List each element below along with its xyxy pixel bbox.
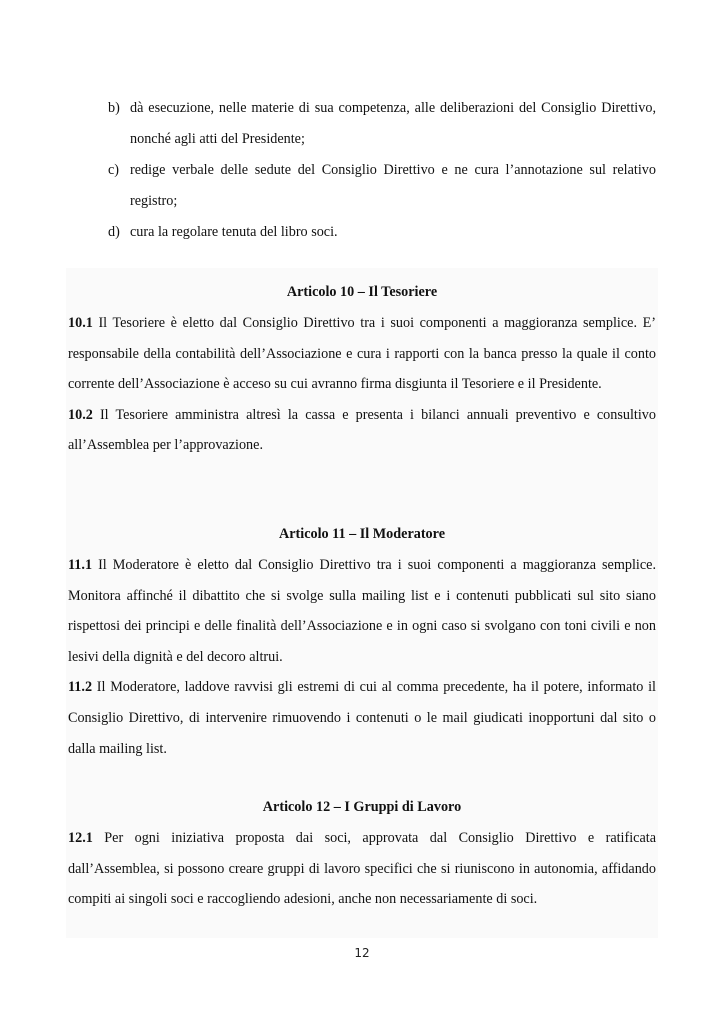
list-item-text: dà esecuzione, nelle materie di sua competenza, alle deliberazioni del Consiglio Direttivo, nonché agli atti del Presidente;: [130, 100, 656, 147]
clause-11-1: [68, 550, 656, 672]
article-heading: Articolo 11 – Il Moderatore: [278, 526, 445, 542]
article-12: [68, 792, 656, 915]
list-marker: c): [108, 162, 120, 178]
list-item: [70, 217, 656, 248]
clause-text: Il Moderatore è eletto dal Consiglio Direttivo tra i suoi componenti a maggioranza semplice. Monitora affinché il dibattito che si svolge sulla mailing list e i contenuti pubblicati sul sito siano rispettosi dei principi e delle finalità dell’Associazione e in ogni caso si svolgano con toni civili e non lesivi della dignità e del decoro altrui.: [68, 557, 656, 665]
list-marker: b): [108, 100, 120, 116]
clause-text: Il Tesoriere amministra altresì la cassa e presenta i bilanci annuali preventivo e consultivo all’Assemblea per l’approvazione.: [68, 406, 656, 454]
clause-number: 12.1: [68, 830, 93, 846]
clause-text: Il Moderatore, laddove ravvisi gli estremi di cui al comma precedente, ha il potere, informato il Consiglio Direttivo, di intervenire rimuovendo i contenuti o le mail giudicati inopportuni dal sito o dalla mailing list.: [68, 679, 656, 757]
clause-number: 10.1: [68, 315, 93, 331]
list-item: [70, 93, 656, 155]
clause-10-2: [68, 400, 656, 461]
page-number: 12: [354, 946, 370, 960]
clause-10-1: [68, 308, 656, 400]
article-heading: Articolo 12 – I Gruppi di Lavoro: [262, 799, 462, 815]
clause-text: Per ogni iniziativa proposta dai soci, approvata dal Consiglio Direttivo e ratificata dall’Assemblea, si possono creare gruppi di lavoro specifici che si riuniscono in autonomia, affidando compiti ai singoli soci e raccogliendo adesioni, anche non necessariamente di soci.: [68, 830, 656, 908]
clause-11-2: [68, 672, 656, 764]
clause-number: 10.2: [68, 406, 93, 423]
clause-12-1: [68, 823, 656, 915]
list-item: [70, 155, 656, 217]
article-11: [68, 519, 656, 764]
list-marker: d): [108, 224, 120, 240]
article-10: [68, 277, 656, 461]
clause-text: Il Tesoriere è eletto dal Consiglio Direttivo tra i suoi componenti a maggioranza semplice. E’ responsabile della contabilità dell’Associazione e cura i rapporti con la banca presso la quale il conto corrente dell’Associazione è acceso su cui avranno firma disgiunta il Tesoriere e il Presidente.: [68, 315, 656, 393]
clause-number: 11.2: [68, 679, 93, 696]
duties-list: [70, 93, 656, 248]
list-item-text: cura la regolare tenuta del libro soci.: [130, 224, 338, 240]
list-item-text: redige verbale delle sedute del Consiglio Direttivo e ne cura l’annotazione sul relativo registro;: [130, 162, 656, 209]
clause-number: 11.1: [68, 557, 93, 573]
article-heading: Articolo 10 – Il Tesoriere: [286, 284, 438, 300]
